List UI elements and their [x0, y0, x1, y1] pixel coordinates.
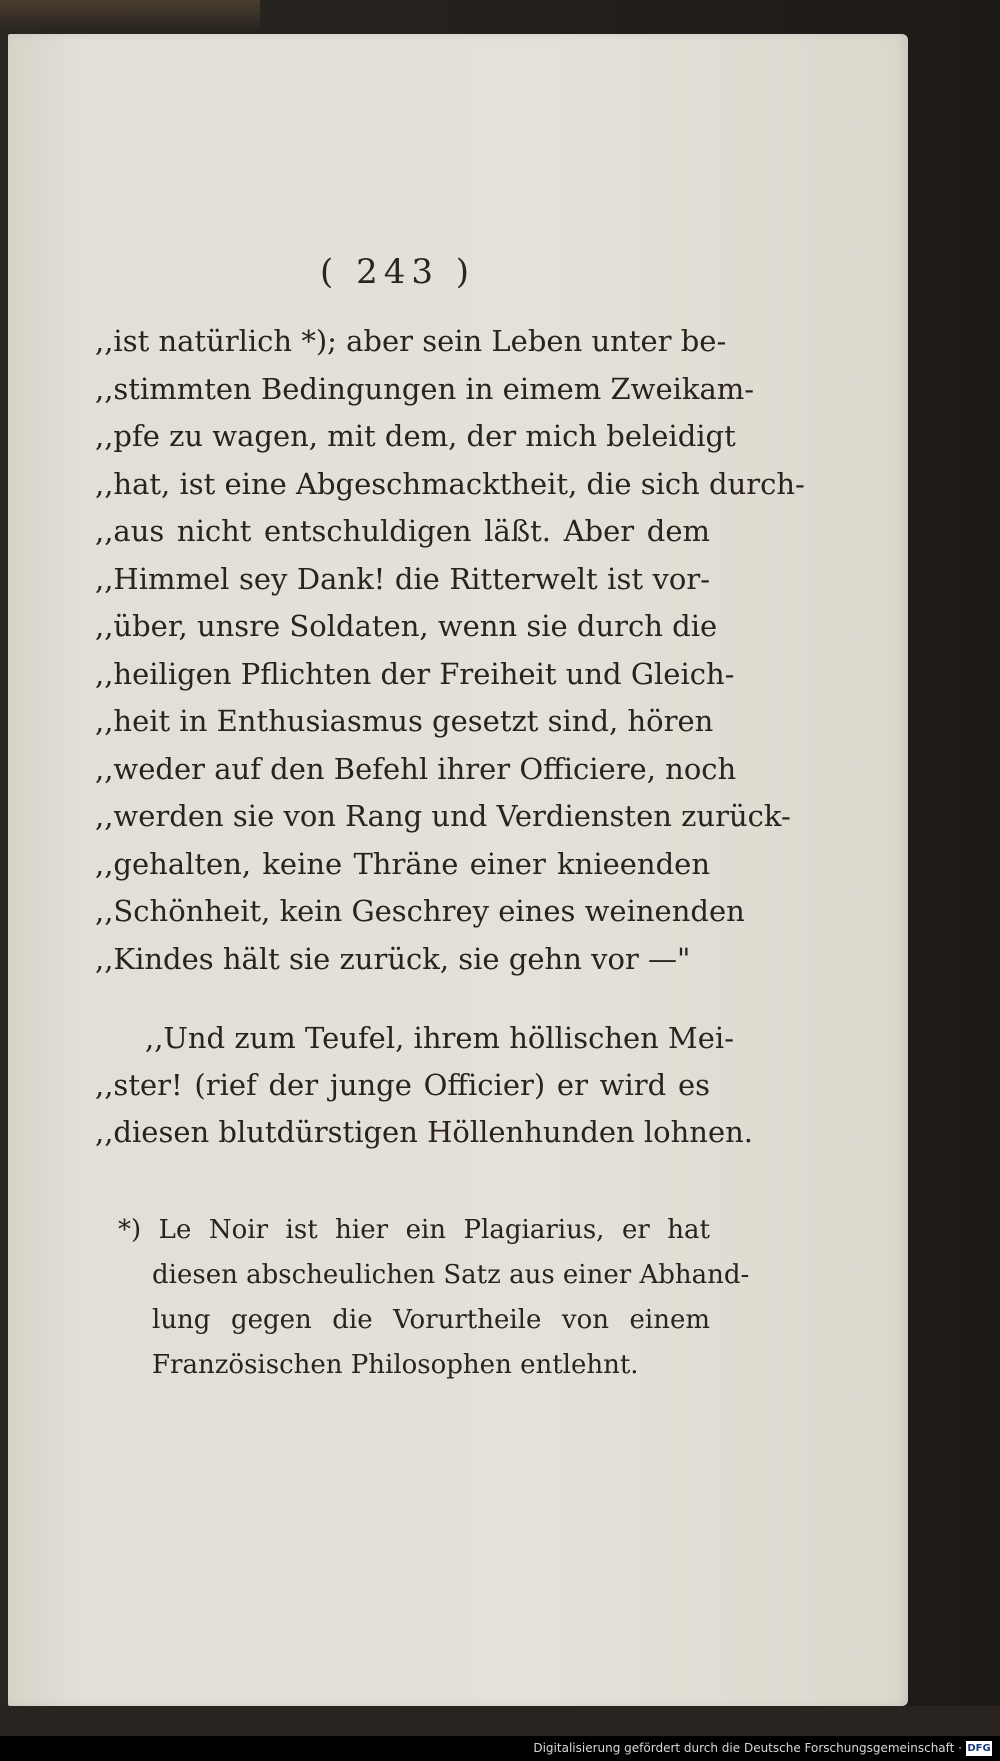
- text-line: ,,hat, ist eine Abgeschmacktheit, die sich durch-: [95, 466, 805, 501]
- dfg-logo: DFG: [967, 1743, 991, 1754]
- text-line: ,,Schönheit, kein Geschrey eines weinenden: [95, 894, 745, 928]
- footnote: [118, 1208, 750, 1388]
- text-line: ,,heiligen Pflichten der Freiheit und Gleich-: [95, 656, 735, 691]
- book-bottom-edge: [0, 1706, 1000, 1736]
- digitization-credit: Digitalisierung gefördert durch die Deutsche Forschungsgemeinschaft ·: [533, 1741, 962, 1755]
- main-paragraph: [95, 318, 805, 983]
- text-line: ,,über, unsre Soldaten, wenn sie durch die: [95, 609, 718, 643]
- second-paragraph: [95, 1015, 754, 1156]
- text-line: ,,diesen blutdürstigen Höllenhunden lohnen.: [95, 1115, 754, 1149]
- footnote-line: diesen abscheulichen Satz aus einer Abhand-: [152, 1260, 750, 1290]
- footnote-line: lung gegen die Vorurtheile von einem: [152, 1305, 710, 1335]
- text-line: ,,ist natürlich *); aber sein Leben unter be-: [95, 324, 727, 358]
- page-number: ( 243 ): [320, 252, 476, 292]
- text-line: ,,gehalten, keine Thräne einer knieenden: [95, 846, 710, 881]
- text-line: ,,weder auf den Befehl ihrer Officiere, noch: [95, 751, 737, 786]
- text-line: ,,pfe zu wagen, mit dem, der mich beleidigt: [95, 419, 736, 453]
- text-line: ,,stimmten Bedingungen in eimem Zweikam-: [95, 371, 755, 406]
- text-line: ,,Kindes hält sie zurück, sie gehn vor —": [95, 941, 691, 976]
- text-line: ,,Himmel sey Dank! die Ritterwelt ist vor-: [95, 561, 710, 596]
- text-line: ,,Und zum Teufel, ihrem höllischen Mei-: [145, 1021, 734, 1055]
- text-line: ,,werden sie von Rang und Verdiensten zurück-: [95, 799, 791, 833]
- book-spine-edge: [0, 0, 260, 30]
- footnote-line: Französischen Philosophen entlehnt.: [152, 1350, 639, 1380]
- text-line: ,,heit in Enthusiasmus gesetzt sind, hören: [95, 704, 714, 738]
- text-line: ,,aus nicht entschuldigen läßt. Aber dem: [95, 514, 710, 548]
- text-line: ,,ster! (rief der junge Officier) er wird es: [95, 1068, 710, 1102]
- footnote-line: *) Le Noir ist hier ein Plagiarius, er hat: [118, 1215, 710, 1245]
